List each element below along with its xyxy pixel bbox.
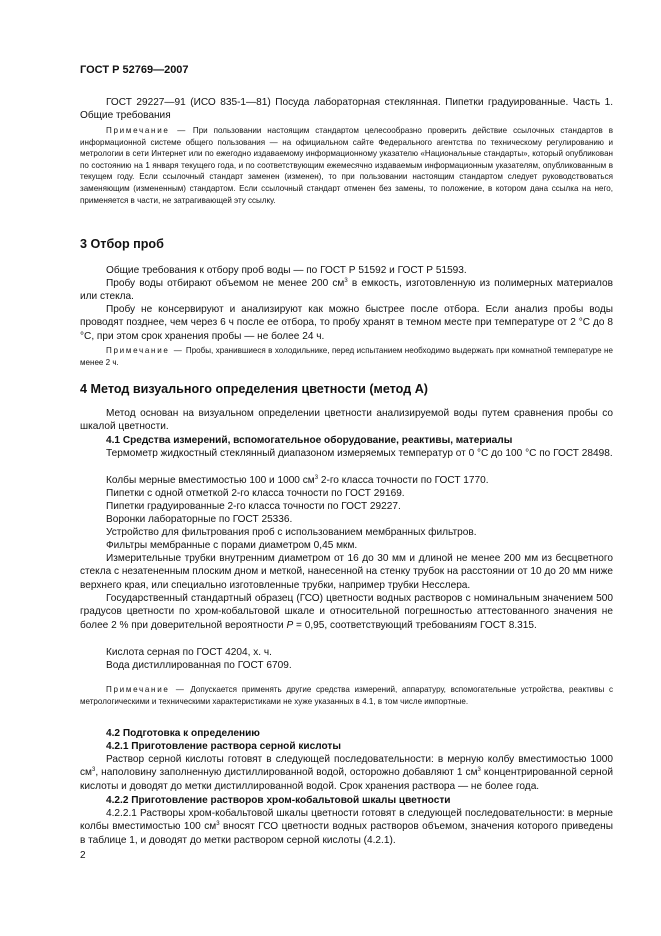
note-text: Пробы, хранившиеся в холодильнике, перед испытанием необходимо выдержать при комнатной температуре не менее 2 ч. <box>80 346 613 367</box>
subsection-4-2-2-heading: 4.2.2 Приготовление растворов хром-кобальтовой шкалы цветности <box>106 795 451 806</box>
note-label: Примечание — <box>106 685 186 694</box>
paragraph: 4.2.2.1 Растворы хром-кобальтовой шкалы цветности готовят в следующей последовательности: в мерные колбы вместимостью 100 $см^3$ вносят ГСО цветности водных растворов объемом, значения которого приведены в таблице 1, и доводят до метки раствором серной кислоты (4.2.1). <box>80 808 614 846</box>
paragraph: Воронки лабораторные по ГОСТ 25336. <box>106 514 293 525</box>
note-label: Примечание — <box>106 126 187 135</box>
section-3-heading: 3 Отбор проб <box>80 237 164 251</box>
paragraph: Государственный стандартный образец (ГСО) цветности водных растворов с номинальным значением 500 градусов цветности по хром-кобальтовой шкале и относительной погрешностью аттестованного значения не более 2 % при доверительной вероятности P = 0,95, соответствующий требованиям ГОСТ 8.315. <box>80 593 613 631</box>
reference-gost-29227: ГОСТ 29227—91 (ИСО 835-1—81) Посуда лабораторная стеклянная. Пипетки градуированные. Часть 1. Общие требования <box>80 97 613 122</box>
paragraph: Пробу воды отбирают объемом не менее 200 $см^3$ в емкость, изготовленную из полимерных материалов или стекла. <box>80 278 613 303</box>
paragraph: Устройство для фильтрования проб с использованием мембранных фильтров. <box>106 527 477 538</box>
subsection-4-1-heading: 4.1 Средства измерений, вспомогательное оборудование, реактивы, материалы <box>106 435 513 446</box>
paragraph: Раствор серной кислоты готовят в следующей последовательности: в мерную колбу вместимостью 1000 $см^3$, наполовину заполненную дистиллированной водой, осторожно добавляют 1 $см^3$ концентрированной серной кислоты и доводят до метки дистиллированной водой. Срок хранения раствора — не более года. <box>80 754 613 792</box>
document-page <box>80 0 613 936</box>
note-sampling <box>80 345 613 368</box>
subsection-4-2-heading: 4.2 Подготовка к определению <box>106 728 260 739</box>
section-4-heading: 4 Метод визуального определения цветности (метод А) <box>80 382 428 396</box>
paragraph: Общие требования к отбору проб воды — по ГОСТ Р 51592 и ГОСТ Р 51593. <box>106 265 467 276</box>
paragraph: Фильтры мембранные с порами диаметром 0,45 мкм. <box>106 540 358 551</box>
paragraph: Измерительные трубки внутренним диаметром от 16 до 30 мм и длиной не менее 200 мм из бесцветного стекла с незатененным плоским дном и меткой, нанесенной на стенку трубок на расстоянии от 10 до 20 мм ниже верхнего края, или специально изготовленные трубки, например трубки Несслера. <box>80 553 613 591</box>
note-references <box>80 125 613 206</box>
paragraph: Вода дистиллированная по ГОСТ 6709. <box>106 660 292 671</box>
note-equipment <box>80 684 613 707</box>
note-text: Допускается применять другие средства измерений, аппаратуру, вспомогательные устройства, реактивы с метрологическими и техническими характеристиками не хуже указанных в 4.1, в том числе импортные. <box>80 685 613 706</box>
paragraph: Термометр жидкостный стеклянный диапазоном измеряемых температур от 0 °С до 100 °С по ГОСТ 28498. <box>106 448 613 459</box>
note-label: Примечание — <box>106 346 184 355</box>
paragraph: Колбы мерные вместимостью 100 и 1000 $см^3$ 2-го класса точности по ГОСТ 1770. <box>106 475 489 486</box>
paragraph: Пипетки с одной отметкой 2-го класса точности по ГОСТ 29169. <box>106 488 405 499</box>
page-number: 2 <box>80 850 86 861</box>
document-header: ГОСТ Р 52769—2007 <box>80 64 189 76</box>
paragraph: Кислота серная по ГОСТ 4204, х. ч. <box>106 647 272 658</box>
paragraph: Пипетки градуированные 2-го класса точности по ГОСТ 29227. <box>106 501 401 512</box>
paragraph: Пробу не консервируют и анализируют как можно быстрее после отбора. Если анализ пробы воды проводят позднее, чем через 6 ч после ее отбора, то пробу хранят в темном месте при температуре от 2 °С до 8 °С, при этом срок хранения пробы — не более 24 ч. <box>80 304 613 342</box>
note-text: При пользовании настоящим стандартом целесообразно проверить действие ссылочных стандартов в информационной системе общего пользования — на официальном сайте Федерального агентства по техническому регулированию и метрологии в сети Интернет или по ежегодно издаваемому информационному указателю «Национальные стандарты», который опубликован по состоянию на 1 января текущего года, и по соответствующим ежемесячно издаваемым информационным указателям, опубликованным в текущем году. Если ссылочный стандарт заменен (изменен), то при пользовании настоящим стандартом следует руководствоваться заменяющим (измененным) стандартом. Если ссылочный стандарт отменен без замены, то положение, в котором дана ссылка на него, применяется в части, не затрагивающей эту ссылку. <box>80 126 613 205</box>
subsection-4-2-1-heading: 4.2.1 Приготовление раствора серной кислоты <box>106 741 341 752</box>
paragraph: Метод основан на визуальном определении цветности анализируемой воды путем сравнения пробы со шкалой цветности. <box>80 408 613 433</box>
